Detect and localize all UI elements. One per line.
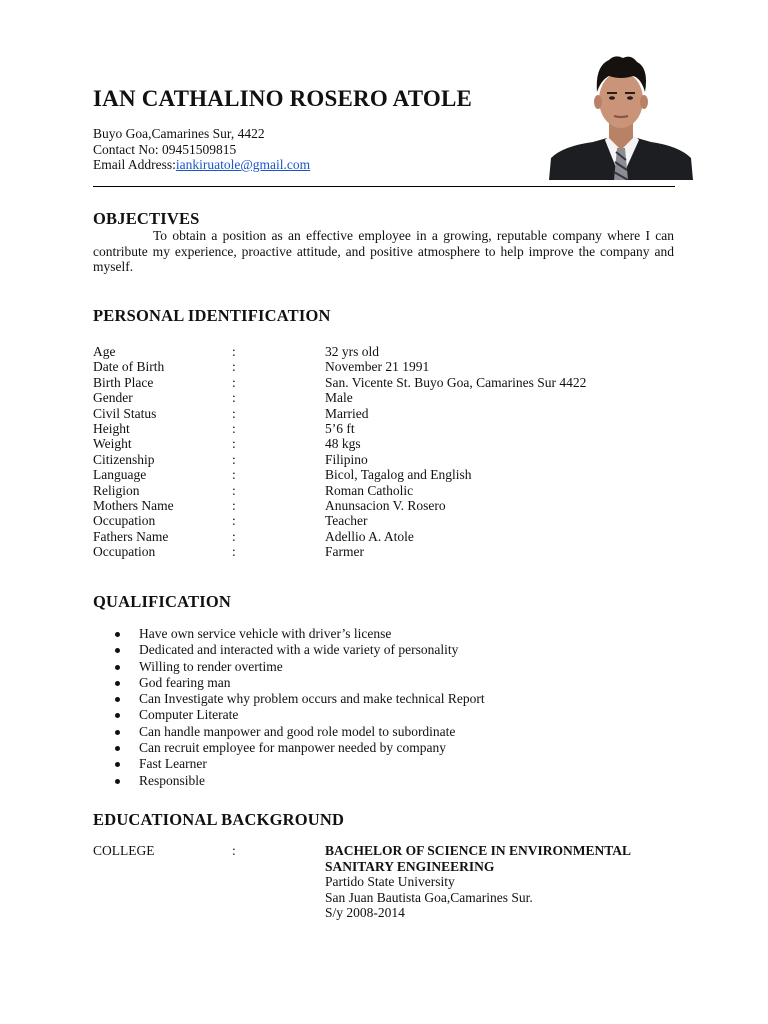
personal-info-colon: : bbox=[232, 405, 236, 421]
qualification-item bbox=[93, 675, 485, 691]
personal-info-label: Fathers Name bbox=[93, 528, 169, 544]
qualification-text: Responsible bbox=[139, 772, 205, 788]
email-label: Email Address: bbox=[93, 157, 176, 172]
degree-line-2: SANITARY ENGINEERING bbox=[325, 858, 495, 874]
qualification-text: Can Investigate why problem occurs and make technical Report bbox=[139, 691, 485, 707]
personal-info-colon: : bbox=[232, 513, 236, 529]
personal-info-colon: : bbox=[232, 344, 236, 359]
personal-info-label: Language bbox=[93, 467, 147, 483]
contact-block bbox=[93, 126, 310, 173]
personal-info-label: Occupation bbox=[93, 544, 156, 560]
educational-background-heading: EDUCATIONAL BACKGROUND bbox=[93, 810, 345, 829]
bullet-icon bbox=[115, 746, 120, 751]
qualification-item bbox=[93, 740, 485, 756]
objectives-body: To obtain a position as an effective employee in a growing, reputable company where I can contribute my experience, proactive attitude, and positive atmosphere to help improve the company and myself. bbox=[93, 228, 674, 274]
qualification-item bbox=[93, 773, 485, 789]
personal-info-label: Gender bbox=[93, 390, 133, 406]
email-link[interactable]: iankiruatole@gmail.com bbox=[175, 157, 311, 172]
qualification-item bbox=[93, 724, 485, 740]
objectives-text bbox=[93, 228, 674, 275]
education-row bbox=[93, 843, 675, 921]
personal-info-value: 48 kgs bbox=[325, 436, 361, 452]
bullet-icon bbox=[115, 713, 120, 718]
personal-info-value: Male bbox=[325, 390, 353, 406]
personal-info-row bbox=[93, 513, 586, 528]
bullet-icon bbox=[115, 632, 120, 637]
personal-info-label: Occupation bbox=[93, 513, 156, 529]
bullet-icon bbox=[115, 681, 120, 686]
education-level: COLLEGE bbox=[93, 843, 155, 858]
personal-info-table bbox=[93, 344, 586, 559]
personal-info-label: Birth Place bbox=[93, 374, 154, 390]
address-line: Buyo Goa,Camarines Sur, 4422 bbox=[93, 126, 265, 141]
qualification-heading: QUALIFICATION bbox=[93, 592, 231, 611]
email-line bbox=[93, 157, 310, 173]
personal-info-row bbox=[93, 544, 586, 559]
applicant-portrait-image bbox=[549, 52, 693, 180]
personal-info-value: Roman Catholic bbox=[325, 482, 414, 498]
applicant-name: IAN CATHALINO ROSERO ATOLE bbox=[93, 86, 473, 111]
personal-info-label: Height bbox=[93, 420, 130, 436]
personal-info-value: November 21 1991 bbox=[325, 359, 430, 375]
qualification-text: Willing to render overtime bbox=[139, 658, 283, 674]
bullet-icon bbox=[115, 665, 120, 670]
degree-line-1: BACHELOR OF SCIENCE IN ENVIRONMENTAL bbox=[325, 843, 632, 858]
bullet-icon bbox=[115, 762, 120, 767]
personal-info-colon: : bbox=[232, 482, 236, 498]
qualification-item bbox=[93, 691, 485, 707]
personal-info-row bbox=[93, 467, 586, 482]
qualification-text: Dedicated and interacted with a wide variety of personality bbox=[139, 642, 459, 658]
personal-info-row bbox=[93, 375, 586, 390]
personal-info-row bbox=[93, 498, 586, 513]
objectives-heading: OBJECTIVES bbox=[93, 209, 200, 228]
personal-info-row bbox=[93, 436, 586, 451]
bullet-icon bbox=[115, 779, 120, 784]
qualification-item bbox=[93, 756, 485, 772]
personal-info-value: 32 yrs old bbox=[325, 344, 379, 359]
personal-info-row bbox=[93, 483, 586, 498]
school-address: San Juan Bautista Goa,Camarines Sur. bbox=[325, 889, 533, 905]
qualification-list bbox=[93, 626, 485, 789]
personal-info-label: Date of Birth bbox=[93, 359, 165, 375]
personal-info-row bbox=[93, 421, 586, 436]
personal-info-colon: : bbox=[232, 374, 236, 390]
school-name: Partido State University bbox=[325, 874, 455, 889]
personal-info-label: Civil Status bbox=[93, 405, 157, 421]
personal-info-colon: : bbox=[232, 544, 236, 560]
personal-info-colon: : bbox=[232, 497, 236, 513]
personal-info-label: Mothers Name bbox=[93, 497, 174, 513]
personal-info-value: Anunsacion V. Rosero bbox=[325, 497, 446, 513]
qualification-text: Computer Literate bbox=[139, 707, 239, 723]
personal-info-row bbox=[93, 529, 586, 544]
bullet-icon bbox=[115, 730, 120, 735]
personal-info-value: Adellio A. Atole bbox=[325, 528, 414, 544]
bullet-icon bbox=[115, 697, 120, 702]
personal-info-row bbox=[93, 344, 586, 359]
personal-info-label: Religion bbox=[93, 482, 140, 498]
qualification-item bbox=[93, 626, 485, 642]
personal-info-value: Filipino bbox=[325, 451, 368, 467]
qualification-item bbox=[93, 707, 485, 723]
applicant-photo bbox=[549, 52, 693, 180]
personal-info-value: Bicol, Tagalog and English bbox=[325, 467, 472, 483]
personal-info-colon: : bbox=[232, 451, 236, 467]
personal-info-row bbox=[93, 390, 586, 405]
personal-info-colon: : bbox=[232, 436, 236, 452]
qualification-item bbox=[93, 642, 485, 658]
qualification-text: Fast Learner bbox=[139, 756, 207, 772]
qualification-text: Have own service vehicle with driver’s license bbox=[139, 626, 392, 641]
personal-info-colon: : bbox=[232, 467, 236, 483]
personal-identification-heading: PERSONAL IDENTIFICATION bbox=[93, 306, 331, 325]
personal-info-label: Weight bbox=[93, 436, 132, 452]
education-colon: : bbox=[232, 843, 236, 858]
header-divider bbox=[93, 186, 675, 187]
personal-info-label: Age bbox=[93, 344, 116, 359]
qualification-text: God fearing man bbox=[139, 674, 231, 690]
school-years: S/y 2008-2014 bbox=[325, 905, 405, 920]
bullet-icon bbox=[115, 648, 120, 653]
personal-info-colon: : bbox=[232, 420, 236, 436]
personal-info-value: Married bbox=[325, 405, 369, 421]
personal-info-colon: : bbox=[232, 359, 236, 375]
personal-info-value: Farmer bbox=[325, 544, 364, 560]
personal-info-value: San. Vicente St. Buyo Goa, Camarines Sur 4422 bbox=[325, 374, 587, 390]
personal-info-value: 5’6 ft bbox=[325, 420, 355, 436]
personal-info-row bbox=[93, 406, 586, 421]
qualification-text: Can recruit employee for manpower needed by company bbox=[139, 740, 447, 756]
personal-info-value: Teacher bbox=[325, 513, 368, 529]
education-details bbox=[325, 843, 675, 921]
personal-info-colon: : bbox=[232, 390, 236, 406]
qualification-item bbox=[93, 659, 485, 675]
personal-info-row bbox=[93, 452, 586, 467]
personal-info-colon: : bbox=[232, 528, 236, 544]
qualification-text: Can handle manpower and good role model to subordinate bbox=[139, 723, 456, 739]
contact-number-line: Contact No: 09451509815 bbox=[93, 141, 237, 157]
personal-info-label: Citizenship bbox=[93, 451, 155, 467]
personal-info-row bbox=[93, 359, 586, 374]
